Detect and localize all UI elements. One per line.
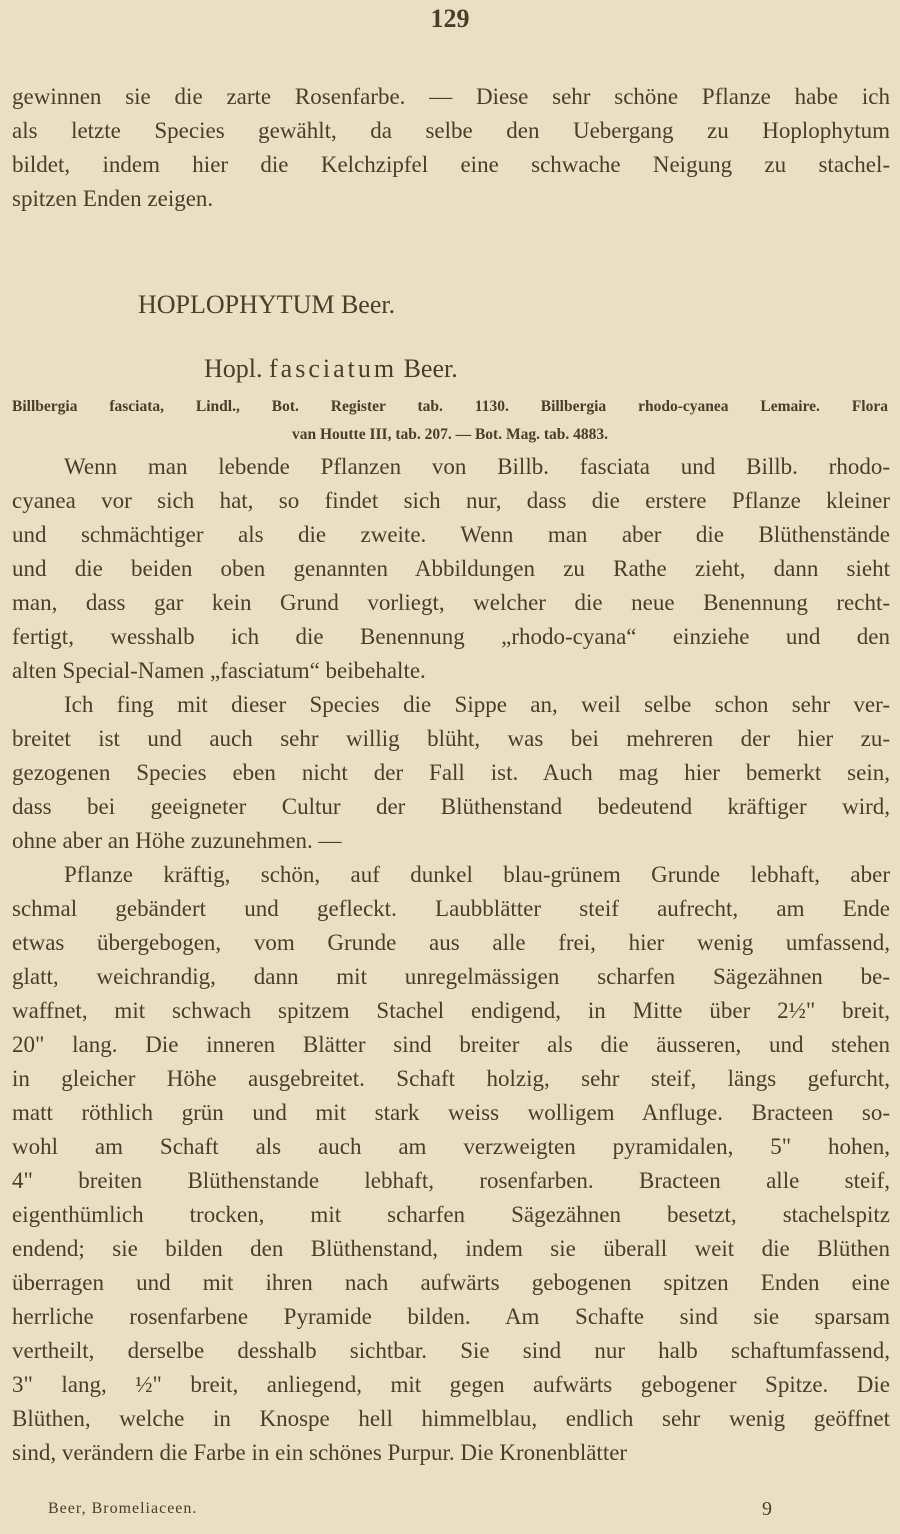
text-line: sind, verändern die Farbe in ein schönes Purpur. Die Kronenblätter [12,1440,628,1465]
text-line: Wenn man lebende Pflanzen von Billb. fasciata und Billb. rhodo- [64,454,890,479]
footer-signature: Beer, Bromeliaceen. [48,1500,198,1517]
citation-line: van Houtte III, tab. 207. — Bot. Mag. tab. 4883. [291,426,609,443]
text-line: in gleicher Höhe ausgebreitet. Schaft holzig, sehr steif, längs gefurcht, [12,1066,890,1091]
text-line: wohl am Schaft als auch am verzweigten pyramidalen, 5" hohen, [12,1134,890,1159]
citation-line: Billbergia fasciata, Lindl., Bot. Register tab. 1130. Billbergia rhodo-cyanea Lemaire. Flora [12,398,888,415]
page-number: 129 [430,4,470,33]
text-line: 4" breiten Blüthenstande lebhaft, rosenfarben. Bracteen alle steif, [12,1168,890,1193]
species-abbr: Hopl. [204,354,263,383]
text-line: waffnet, mit schwach spitzem Stachel endigend, in Mitte über 2½" breit, [12,998,890,1023]
text-line: man, dass gar kein Grund vorliegt, welcher die neue Benennung recht- [12,590,890,615]
genus-heading: HOPLOPHYTUM Beer. [138,290,396,319]
text-line: 3" lang, ½" breit, anliegend, mit gegen aufwärts gebogener Spitze. Die [12,1372,890,1397]
species-author: Beer. [403,354,458,383]
text-line: und die beiden oben genannten Abbildungen zu Rathe zieht, dann sieht [12,556,890,581]
text-line: herrliche rosenfarbene Pyramide bilden. Am Schafte sind sie sparsam [12,1304,890,1329]
text-line: fertigt, wesshalb ich die Benennung „rhodo-cyana“ einziehe und den [12,624,890,649]
text-line: 20" lang. Die inneren Blätter sind breiter als die äusseren, und stehen [12,1032,890,1057]
text-line: glatt, weichrandig, dann mit unregelmässigen scharfen Sägezähnen be- [12,964,890,989]
text-line: Ich fing mit dieser Species die Sippe an, weil selbe schon sehr ver- [64,692,890,717]
text-line: endend; sie bilden den Blüthenstand, indem sie überall weit die Blüthen [12,1236,890,1261]
text-line: dass bei geeigneter Cultur der Blüthenstand bedeutend kräftiger wird, [12,794,890,819]
species-heading [204,354,458,384]
text-line: bildet, indem hier die Kelchzipfel eine schwache Neigung zu stachel- [12,152,890,177]
text-line: spitzen Enden zeigen. [12,186,214,211]
text-line: als letzte Species gewählt, da selbe den Uebergang zu Hoplophytum [12,118,890,143]
text-line: Blüthen, welche in Knospe hell himmelblau, endlich sehr wenig geöffnet [12,1406,890,1431]
text-line: gewinnen sie die zarte Rosenfarbe. — Diese sehr schöne Pflanze habe ich [12,84,890,109]
text-line: gezogenen Species eben nicht der Fall ist. Auch mag hier bemerkt sein, [12,760,890,785]
text-line: ohne aber an Höhe zuzunehmen. — [12,828,342,853]
text-line: Pflanze kräftig, schön, auf dunkel blau-grünem Grunde lebhaft, aber [64,862,890,887]
text-line: breitet ist und auch sehr willig blüht, was bei mehreren der hier zu- [12,726,890,751]
footer-sheet-number: 9 [762,1498,772,1520]
text-line: und schmächtiger als die zweite. Wenn man aber die Blüthenstände [12,522,890,547]
text-line: überragen und mit ihren nach aufwärts gebogenen spitzen Enden eine [12,1270,890,1295]
text-line: cyanea vor sich hat, so findet sich nur, dass die erstere Pflanze kleiner [12,488,890,513]
text-line: eigenthümlich trocken, mit scharfen Sägezähnen besetzt, stachelspitz [12,1202,890,1227]
species-epithet: fasciatum [269,354,398,383]
text-line: alten Special-Namen „fasciatum“ beibehalte. [12,658,426,683]
text-line: etwas übergebogen, vom Grunde aus alle frei, hier wenig umfassend, [12,930,890,955]
text-line: vertheilt, derselbe desshalb sichtbar. Sie sind nur halb schaftumfassend, [12,1338,890,1363]
text-line: schmal gebändert und gefleckt. Laubblätter steif aufrecht, am Ende [12,896,890,921]
text-line: matt röthlich grün und mit stark weiss wolligem Anfluge. Bracteen so- [12,1100,890,1125]
